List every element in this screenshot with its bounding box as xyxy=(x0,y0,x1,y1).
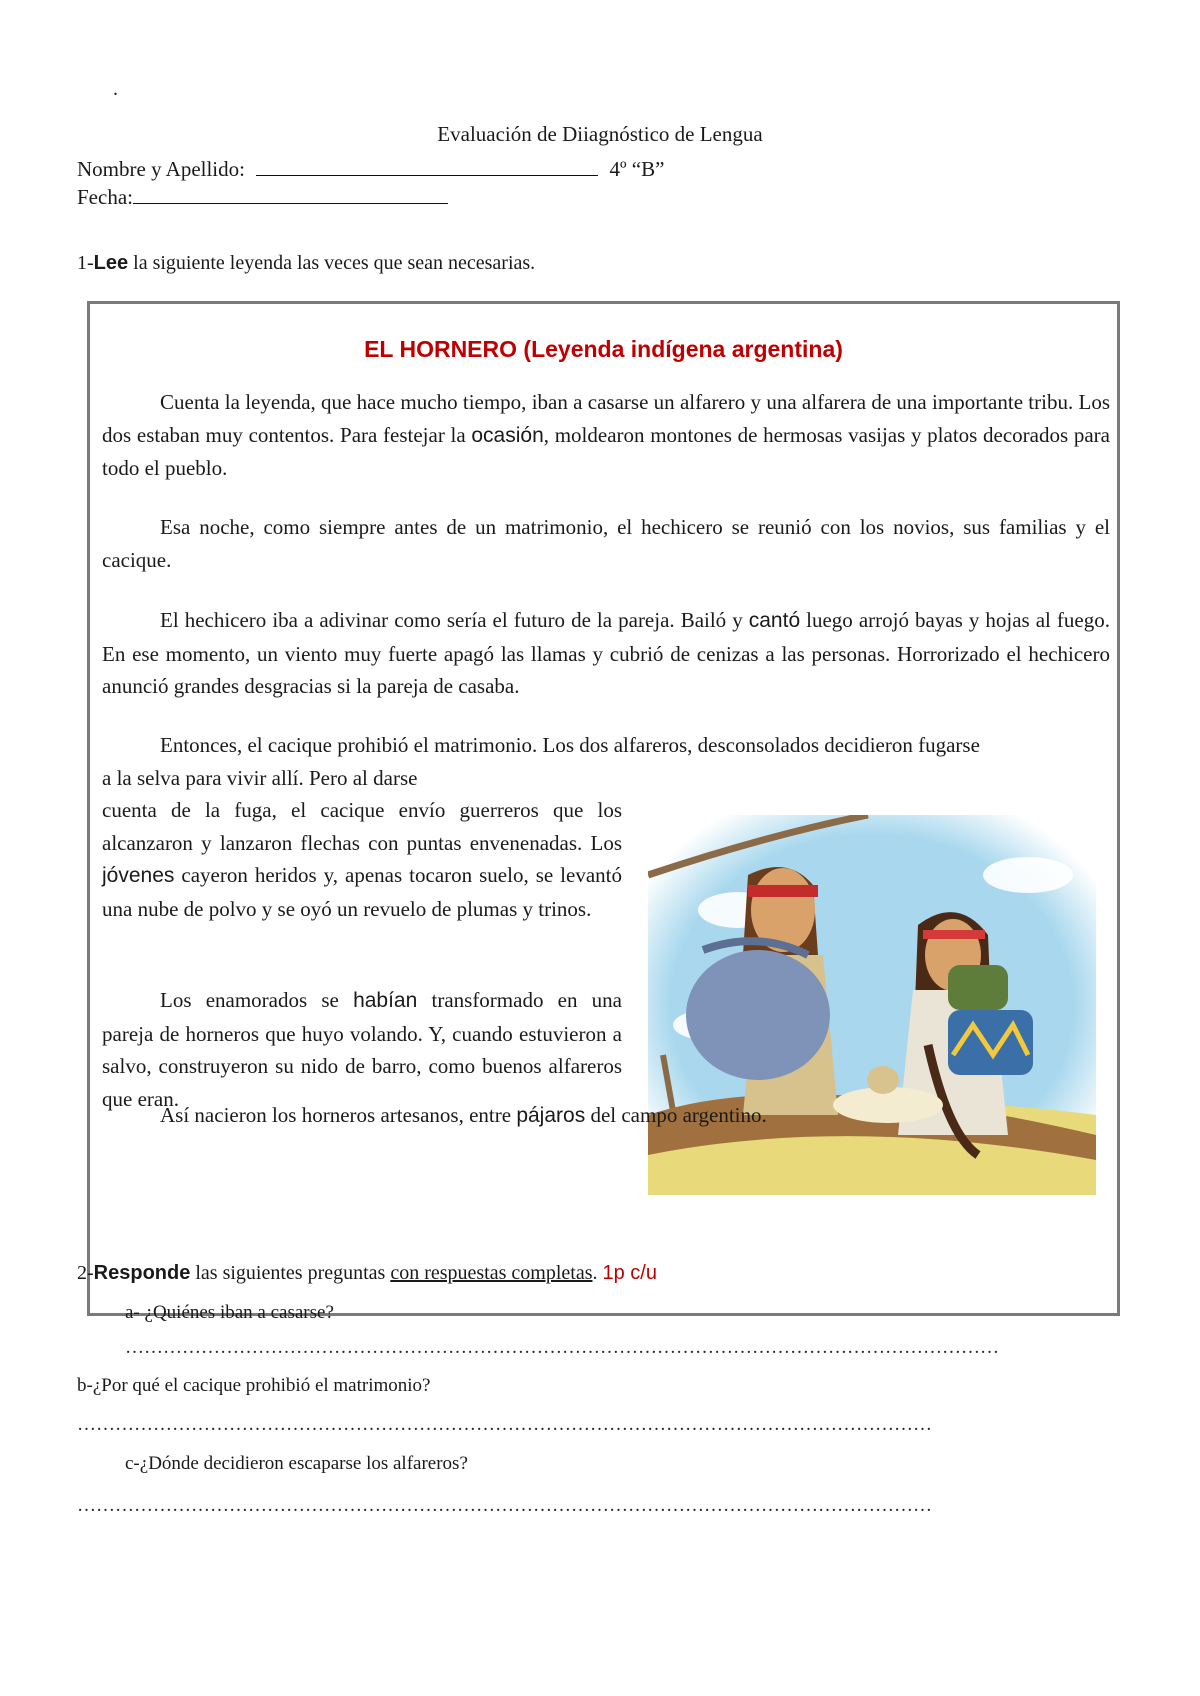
story-paragraph-6: Así nacieron los horneros artesanos, entre pájaros del campo argentino. xyxy=(160,1103,767,1127)
woman-jar-top xyxy=(948,965,1008,1010)
story-paragraph-4-intro: Entonces, el cacique prohibió el matrimonio. Los dos alfareros, desconsolados decidieron fugarse a la selva para vivir allí. Pero al darse xyxy=(102,733,980,790)
name-row xyxy=(77,157,664,182)
date-field[interactable] xyxy=(133,185,448,204)
story-paragraph-1: Cuenta la leyenda, que hace mucho tiempo, iban a casarse un alfarero y una alfarera de una importante tribu. Los dos estaban muy contentos. Para festejar la ocasión, moldearon montones de hermosas vasijas y platos decorados para todo el pueblo. xyxy=(102,390,1110,480)
instruction-respond: 2-Responde las siguientes preguntas con respuestas completas. 1p c/u xyxy=(77,1262,657,1284)
instruction-text: la siguiente leyenda las veces que sean necesarias. xyxy=(128,252,536,274)
instruction-read xyxy=(77,252,535,275)
legend-illustration xyxy=(648,815,1096,1195)
question-b: b-¿Por qué el cacique prohibió el matrimonio? xyxy=(77,1375,431,1396)
stray-dot: . xyxy=(113,78,118,100)
points-label: 1p c/u xyxy=(602,1262,657,1284)
question-c: c-¿Dónde decidieron escaparse los alfareros? xyxy=(125,1453,468,1474)
man-pot xyxy=(686,950,830,1080)
story-paragraph-4-rest: cuenta de la fuga, el cacique envío guerreros que los alcanzaron y lanzaron flechas con puntas envenenadas. Los jóvenes cayeron heridos y, apenas tocaron suelo, se levantó una nube de polvo y se oyó un revuelo de plumas y trinos. xyxy=(102,798,622,921)
answer-line-c[interactable]: ……………………………………………………………………………………………………………………… xyxy=(77,1495,932,1516)
answer-line-b[interactable]: ……………………………………………………………………………………………………………………… xyxy=(77,1414,932,1435)
story-paragraph-3: El hechicero iba a adivinar como sería el futuro de la pareja. Bailó y cantó luego arrojó bayas y hojas al fuego. En ese momento, un viento muy fuerte apagó las llamas y cubrió de cenizas a las personas. Horrorizado el hechicero anunció grandes desgracias si la pareja de casaba. xyxy=(102,608,1110,698)
answer-line-a[interactable]: ………………………………………………………………………………………………………………………… xyxy=(125,1337,999,1358)
date-row xyxy=(77,185,448,210)
story-paragraph-5: Los enamorados se habían transformado en una pareja de horneros que huyo volando. Y, cuando estuvieron a salvo, construyeron su nido de barro, como buenos alfareros que eran. xyxy=(102,988,622,1111)
name-field[interactable] xyxy=(256,157,598,176)
instruction-verb: Lee xyxy=(93,252,129,274)
story-paragraph-2: Esa noche, como siempre antes de un matrimonio, el hechicero se reunió con los novios, sus familias y el cacique. xyxy=(102,515,1110,572)
name-label: Nombre y Apellido: xyxy=(77,157,245,181)
document-title: Evaluación de Diiagnóstico de Lengua xyxy=(437,122,763,146)
grade-label: 4º “B” xyxy=(609,157,665,181)
instruction-number: 1- xyxy=(77,252,94,274)
bird xyxy=(867,1066,899,1094)
date-label: Fecha: xyxy=(77,185,133,209)
story-title: EL HORNERO (Leyenda indígena argentina) xyxy=(364,336,843,362)
question-a: a- ¿Quiénes iban a casarse? xyxy=(125,1302,334,1323)
